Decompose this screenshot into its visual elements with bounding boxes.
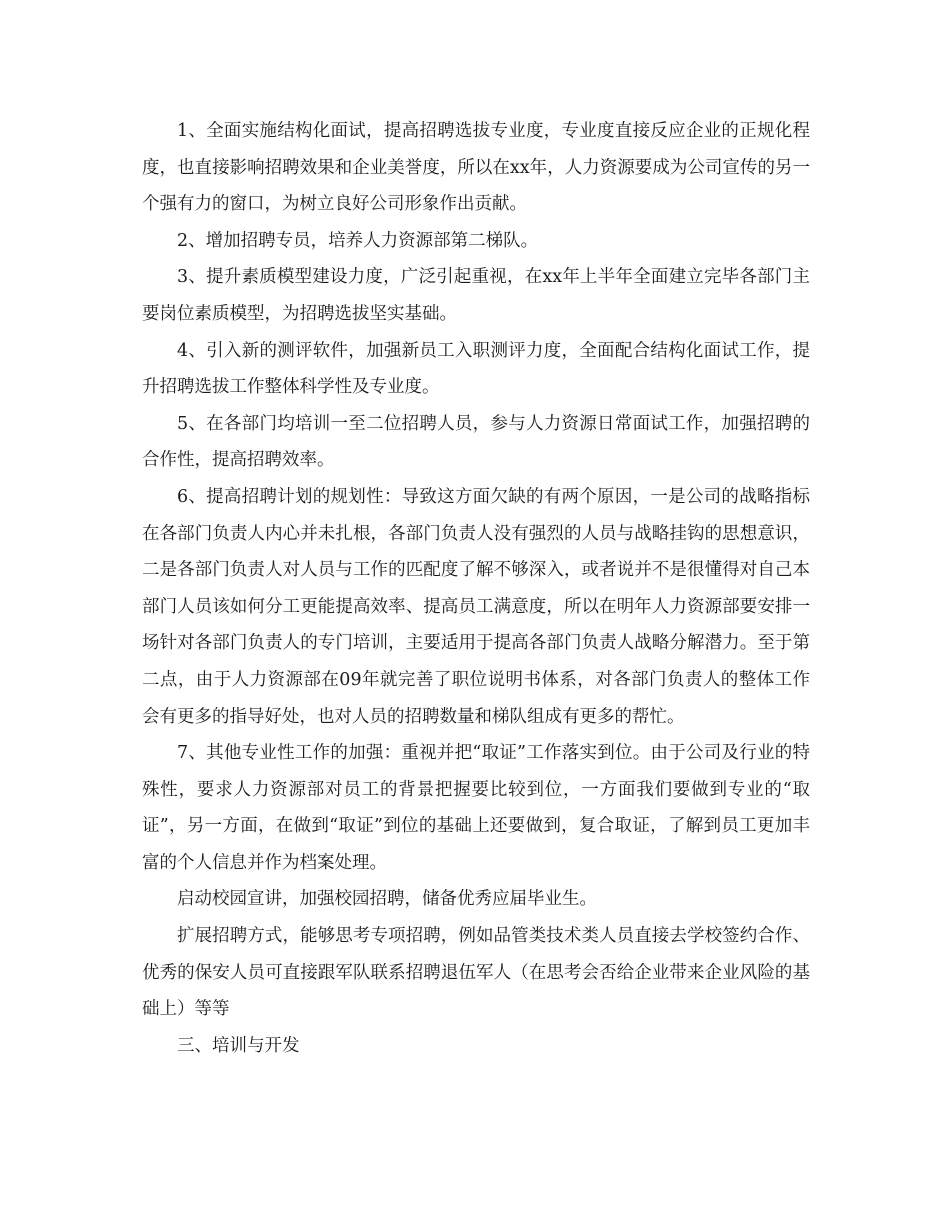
section-heading-training: 三、培训与开发 — [177, 1035, 300, 1056]
document-body — [142, 113, 810, 1064]
paragraph-item-1: 1、全面实施结构化面试，提高招聘选拔专业度，专业度直接反应企业的正规化程度，也直接影响招聘效果和企业美誉度，所以在xx年，人力资源要成为公司宣传的另一个强有力的窗口，为树立良好公司形象作出贡献。 — [142, 121, 810, 215]
paragraph-item-3: 3、提升素质模型建设力度，广泛引起重视，在xx年上半年全面建立完毕各部门主要岗位素质模型，为招聘选拔坚实基础。 — [142, 267, 810, 324]
paragraph-item-2: 2、增加招聘专员，培养人力资源部第二梯队。 — [177, 230, 539, 251]
paragraph-item-4: 4、引入新的测评软件，加强新员工入职测评力度，全面配合结构化面试工作，提升招聘选拔工作整体科学性及专业度。 — [142, 340, 810, 398]
paragraph-item-5: 5、在各部门均培训一至二位招聘人员，参与人力资源日常面试工作，加强招聘的合作性，提高招聘效率。 — [142, 413, 810, 471]
paragraph-campus-recruiting: 启动校园宣讲，加强校园招聘，储备优秀应届毕业生。 — [177, 889, 597, 910]
paragraph-item-6: 6、提高招聘计划的规划性：导致这方面欠缺的有两个原因，一是公司的战略指标在各部门负责人内心并未扎根，各部门负责人没有强烈的人员与战略挂钩的思想意识，二是各部门负责人对人员与工作的匹配度了解不够深入，或者说并不是很懂得对自己本部门人员该如何分工更能提高效率、提高员工满意度，所以在明年人力资源部要安排一场针对各部门负责人的专门培训，主要适用于提高各部门负责人战略分解潜力。至于第二点，由于人力资源部在09年就完善了职位说明书体系，对各部门负责人的整体工作会有更多的指导好处，也对人员的招聘数量和梯队组成有更多的帮忙。 — [142, 486, 810, 727]
paragraph-item-7: 7、其他专业性工作的加强：重视并把“取证”工作落实到位。由于公司及行业的特殊性，要求人力资源部对员工的背景把握要比较到位，一方面我们要做到专业的“取证”，另一方面，在做到“取证”到位的基础上还要做到，复合取证，了解到员工更加丰富的个人信息并作为档案处理。 — [142, 743, 810, 873]
paragraph-recruiting-methods: 扩展招聘方式，能够思考专项招聘，例如品管类技术类人员直接去学校签约合作、优秀的保安人员可直接跟军队联系招聘退伍军人（在思考会否给企业带来企业风险的基础上）等等 — [142, 926, 810, 1020]
